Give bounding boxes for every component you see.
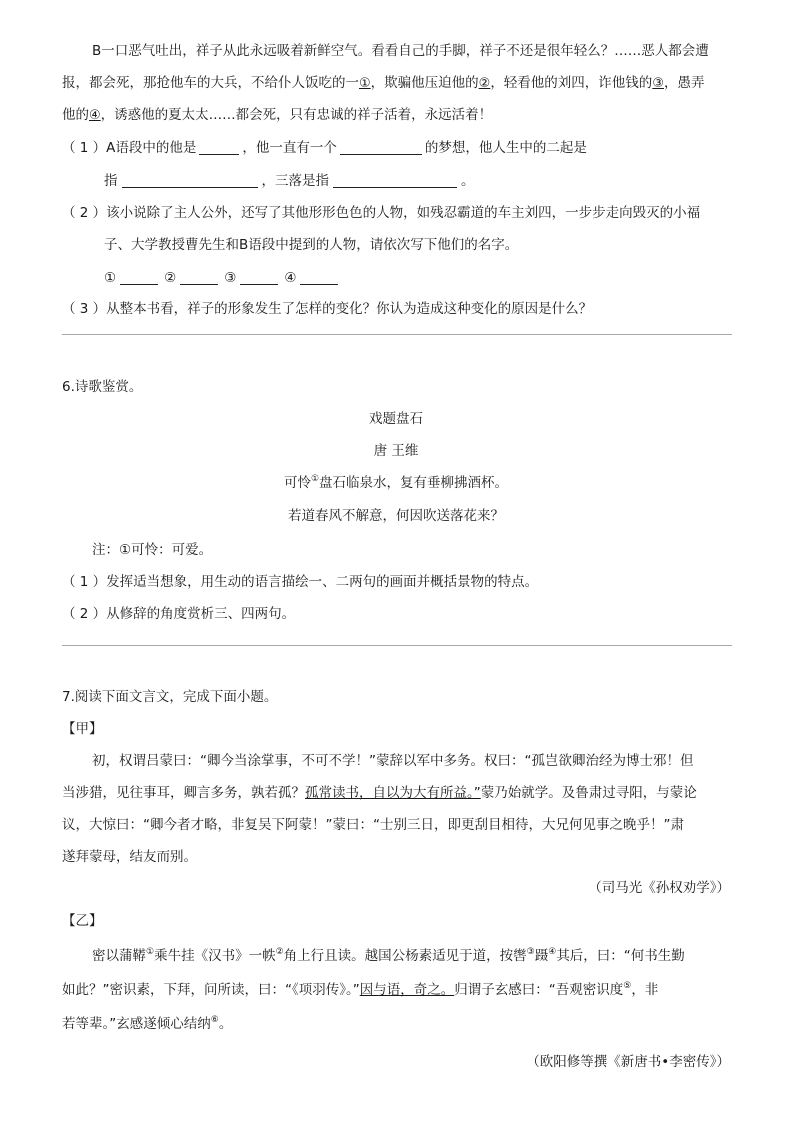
text: ④ xyxy=(284,270,297,286)
text: 指 xyxy=(104,173,118,189)
jia-label xyxy=(62,719,103,739)
yi-line-2 xyxy=(62,980,658,1000)
q6-heading xyxy=(62,377,142,397)
text: 乘牛挂《汉书》一帙 xyxy=(154,948,276,964)
text: 7.阅读下面文言文，完成下面小题。 xyxy=(62,689,278,705)
text: 若道春风不解意，何因吹送落花来？ xyxy=(288,508,504,524)
q5-sub-1 xyxy=(62,138,587,158)
poem-author xyxy=(0,441,792,461)
text: ，欺骗他压迫他的 xyxy=(370,75,479,91)
text: ，诱惑他的夏太太……都会死，只有忠诚的祥子活着，永远活着！ xyxy=(100,107,493,123)
answer-blank[interactable] xyxy=(240,270,278,285)
footnote-marker: ③ xyxy=(526,947,535,957)
underlined-sentence: 孤常读书，自以为大有所益。” xyxy=(305,785,481,801)
answer-blank[interactable] xyxy=(333,173,457,188)
poem-line-1 xyxy=(0,473,792,493)
footnote-marker: ① xyxy=(310,474,320,484)
text: （欧阳修等撰《新唐书•李密传》） xyxy=(526,1054,730,1070)
text: 的梦想，他人生中的二起是 xyxy=(424,140,587,156)
footnote-marker: ⑥ xyxy=(210,1015,219,1025)
footnote-marker: ⑤ xyxy=(623,981,632,991)
text: 当涉猎，见往事耳，卿言多务，孰若孤？ xyxy=(62,785,305,801)
jia-source xyxy=(588,878,730,898)
footnote-marker: ① xyxy=(146,947,155,957)
yi-line-3 xyxy=(62,1014,232,1034)
text: 蹑 xyxy=(534,948,549,964)
q7-heading xyxy=(62,687,277,707)
text: 报，都会死，那抢他车的大兵，不给仆人饭吃的一 xyxy=(62,75,359,91)
answer-blank[interactable] xyxy=(120,270,158,285)
text: 子、大学教授曹先生和B语段中提到的人物，请依次写下他们的名字。 xyxy=(104,237,519,253)
text: （ 1 ）发挥适当想象，用生动的语言描绘一、二两句的画面并概括景物的特点。 xyxy=(62,574,539,590)
passage-b-line-1 xyxy=(92,41,709,61)
answer-blank[interactable] xyxy=(122,173,258,188)
text: 。 xyxy=(218,1016,233,1032)
text: 唐 王维 xyxy=(373,443,419,459)
text: 密以蒲鞯 xyxy=(92,948,146,964)
blank-marker-2: ② xyxy=(478,76,491,91)
underlined-sentence: 因与语，奇之。 xyxy=(359,982,455,998)
text: 【甲】 xyxy=(62,721,103,737)
q5-sub-3 xyxy=(62,299,592,319)
text: （ 1 ）A语段中的他是 xyxy=(62,140,197,156)
text: ，三落是指 xyxy=(261,173,329,189)
text: 如此？”密识素，下拜，问所读，曰：“《项羽传》。” xyxy=(62,982,360,998)
q6-sub-2 xyxy=(62,604,295,624)
text: ① xyxy=(104,270,117,286)
yi-label xyxy=(62,911,103,931)
text: 他的 xyxy=(62,107,89,123)
text: 6.诗歌鉴赏。 xyxy=(62,379,143,395)
text: 注：①可怜：可爱。 xyxy=(92,542,213,558)
blank-marker-1: ① xyxy=(359,76,371,91)
text: 【乙】 xyxy=(62,913,103,929)
text: 遂拜蒙母，结友而别。 xyxy=(62,849,197,865)
footnote-marker: ② xyxy=(275,947,284,957)
text: 归谓子玄感曰：“吾观密识度 xyxy=(454,982,624,998)
answer-blank[interactable] xyxy=(300,270,338,285)
text: （ 2 ）从修辞的角度赏析三、四两句。 xyxy=(62,606,296,622)
text: （ 2 ）该小说除了主人公外，还写了其他形形色色的人物，如残忍霸道的车主刘四，一步步走向毁灭的小福 xyxy=(62,205,701,221)
q5-sub-2 xyxy=(62,203,700,223)
jia-line-4 xyxy=(62,847,197,867)
q5-sub-1-cont xyxy=(104,171,475,191)
passage-b-line-3 xyxy=(62,105,492,126)
text: ③ xyxy=(224,270,237,286)
poem-title xyxy=(0,409,792,429)
divider xyxy=(62,334,732,335)
text: 蒙乃始就学。及鲁肃过寻阳，与蒙论 xyxy=(480,785,697,801)
passage-b-line-2 xyxy=(62,73,704,94)
text: 。 xyxy=(461,173,475,189)
text: 盘石临泉水，复有垂柳拂酒杯。 xyxy=(319,475,509,491)
jia-line-1 xyxy=(92,751,693,771)
q5-sub-2-blanks xyxy=(104,268,344,288)
text: 议，大惊曰：“卿今者才略，非复吴下阿蒙！”蒙曰：“士别三日，即更刮目相待，大兄何见事之晚乎！”肃 xyxy=(62,817,684,833)
divider xyxy=(62,645,732,646)
yi-line-1 xyxy=(92,946,685,966)
yi-source xyxy=(526,1052,730,1072)
footnote-marker: ④ xyxy=(548,947,557,957)
text: 初，权谓吕蒙曰：“卿今当涂掌事，不可不学！”蒙辞以军中多务。权曰：“孤岂欲卿治经为博士邪！但 xyxy=(92,753,694,769)
text: ，非 xyxy=(631,982,659,998)
q5-sub-2-cont xyxy=(104,235,518,255)
text: B一口恶气吐出，祥子从此永远吸着新鲜空气。看看自己的手脚，祥子不还是很年轻么？……恶人都会遭 xyxy=(92,43,709,59)
text: 角上行且读。越国公杨素适见于道，按辔 xyxy=(283,948,527,964)
q6-sub-1 xyxy=(62,572,538,592)
text: 戏题盘石 xyxy=(369,411,423,427)
poem-line-2 xyxy=(0,506,792,526)
blank-marker-4: ④ xyxy=(89,108,101,123)
text: 其后，曰：“何书生勤 xyxy=(556,948,685,964)
jia-line-2 xyxy=(62,783,697,803)
jia-line-3 xyxy=(62,815,684,835)
answer-blank[interactable] xyxy=(199,140,239,155)
poem-note xyxy=(92,540,212,560)
text: （司马光《孙权劝学》） xyxy=(588,880,730,896)
text: ，他一直有一个 xyxy=(242,140,337,156)
text: ② xyxy=(164,270,177,286)
text: 可怜 xyxy=(283,475,311,491)
answer-blank[interactable] xyxy=(180,270,218,285)
text: ，轻看他的刘四，诈他钱的 xyxy=(490,75,653,91)
blank-marker-3: ③ xyxy=(652,76,664,91)
answer-blank[interactable] xyxy=(340,140,422,155)
text: 若等辈。”玄感遂倾心结纳 xyxy=(62,1016,211,1032)
text: （ 3 ）从整本书看，祥子的形象发生了怎样的变化？你认为造成这种变化的原因是什么？ xyxy=(62,301,593,317)
text: ，愚弄 xyxy=(663,75,705,91)
